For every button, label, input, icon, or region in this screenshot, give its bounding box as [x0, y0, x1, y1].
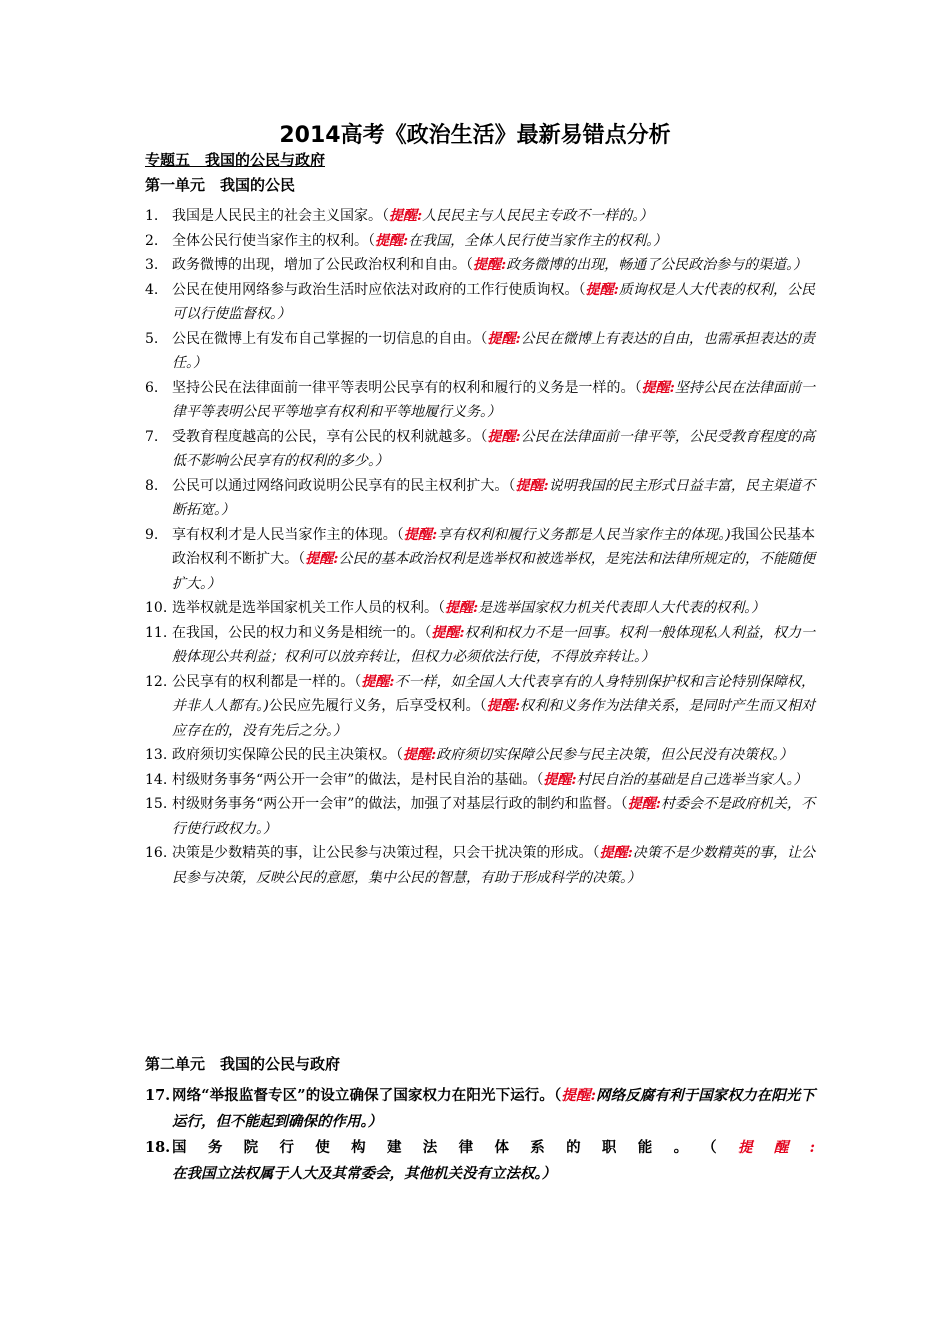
reminder-text: 质询权是人大代表的权利，公民可以行使监督权。） — [172, 281, 816, 322]
reminder-label: 提醒: — [361, 673, 395, 690]
item-number: 14. — [145, 771, 168, 788]
reminder-label: 提醒: — [389, 208, 423, 224]
list-item — [145, 596, 815, 621]
item-number: 15. — [145, 796, 168, 812]
reminder-text: 在我国立法权属于人大及其常委会，其他机关没有立法权。） — [172, 1165, 557, 1182]
reminder-label: 提醒: — [403, 747, 437, 763]
list-item — [145, 474, 815, 523]
statement-text: 我国公民基本政治权利不断扩大。（ — [172, 526, 816, 567]
reminder-text: 村委会不是政府机关，不行使行政权力。） — [172, 796, 816, 837]
unit1-heading: 第一单元 我国的公民 — [145, 176, 296, 194]
statement-text: 坚持公民在法律面前一律平等表明公民享有的权利和履行的义务是一样的。（ — [172, 379, 642, 396]
reminder-label: 提醒: — [445, 600, 479, 616]
item-number: 5. — [145, 330, 159, 347]
unit2-item-list — [145, 1083, 815, 1187]
item-number: 11. — [145, 624, 168, 641]
statement-text: 国务院行使构建法律体系的职能。（ — [172, 1139, 738, 1156]
reminder-text: 决策不是少数精英的事，让公民参与决策，反映公民的意愿，集中公民的智慧，有助于形成科学的决策。） — [172, 845, 816, 886]
reminder-label: 提醒: — [403, 526, 438, 543]
reminder-text: 说明我国的民主形式日益丰富，民主渠道不断拓宽。） — [172, 477, 816, 518]
reminder-label: 提醒: — [487, 330, 521, 347]
reminder-label: 提醒: — [738, 1139, 816, 1156]
reminder-label: 提醒: — [585, 281, 619, 298]
list-item — [145, 768, 815, 793]
item-number: 3. — [145, 257, 159, 273]
reminder-text: 坚持公民在法律面前一律平等表明公民平等地享有权利和平等地履行义务。） — [172, 379, 816, 420]
reminder-text: 是选举国家权力机关代表即人大代表的权利。） — [478, 600, 766, 616]
statement-text: 公民应先履行义务，后享受权利。（ — [268, 698, 487, 714]
reminder-text: 村民自治的基础是自己选举当家人。） — [576, 771, 808, 788]
unit2-heading: 第二单元 我国的公民与政府 — [145, 1055, 341, 1073]
reminder-text: 公民在法律面前一律平等，公民受教育程度的高低不影响公民享有的权利的多少。） — [172, 428, 816, 469]
reminder-label: 提醒: — [305, 551, 339, 567]
statement-text: 受教育程度越高的公民，享有公民的权利就越多。（ — [172, 428, 488, 445]
item-number: 9. — [145, 526, 159, 543]
list-item — [145, 229, 815, 254]
item-number: 13. — [145, 747, 168, 763]
reminder-label: 提醒: — [599, 845, 633, 861]
reminder-text: 公民的基本政治权利是选举权和被选举权，是宪法和法律所规定的，不能随便扩大。） — [172, 551, 816, 592]
statement-text: 村级财务事务“两公开一会审”的做法，是村民自治的基础。（ — [172, 771, 544, 788]
list-item — [145, 327, 815, 376]
item-number: 1. — [145, 208, 159, 224]
unit1-item-list — [145, 204, 815, 890]
item-number: 18. — [145, 1139, 171, 1156]
reminder-label: 提醒: — [641, 379, 675, 396]
reminder-label: 提醒: — [375, 232, 409, 249]
item-number: 4. — [145, 281, 159, 298]
statement-text: 我国是人民民主的社会主义国家。（ — [172, 208, 389, 224]
statement-text: 网络“举报监督专区”的设立确保了国家权力在阳光下运行。（ — [172, 1087, 562, 1104]
reminder-label: 提醒: — [486, 698, 520, 714]
reminder-label: 提醒: — [473, 257, 507, 273]
item-number: 17. — [145, 1087, 171, 1104]
statement-text: 公民可以通过网络问政说明公民享有的民主权利扩大。（ — [172, 477, 516, 494]
statement-text: 决策是少数精英的事，让公民参与决策过程，只会干扰决策的形成。（ — [172, 845, 600, 861]
topic-heading: 专题五 我国的公民与政府 — [145, 151, 326, 169]
list-item — [145, 1083, 815, 1135]
item-number: 7. — [145, 428, 159, 445]
reminder-text: 人民民主与人民民主专政不一样的。） — [422, 208, 654, 224]
reminder-text: 不一样，如全国人大代表享有的人身特别保护权和言论特别保障权，并非人人都有。) — [172, 673, 816, 714]
list-item — [145, 278, 815, 327]
list-item — [145, 841, 815, 890]
document-title: 2014高考《政治生活》最新易错点分析 — [279, 123, 671, 148]
statement-text: 全体公民行使当家作主的权利。（ — [172, 232, 375, 249]
reminder-label: 提醒: — [515, 477, 549, 494]
reminder-text: 权利和义务作为法律关系，是同时产生而又相对应存在的，没有先后之分。） — [172, 698, 816, 739]
statement-text: 选举权就是选举国家机关工作人员的权利。（ — [172, 600, 445, 616]
statement-text: 公民在微博上有发布自己掌握的一切信息的自由。（ — [172, 330, 488, 347]
reminder-text: 享有权利和履行义务都是人民当家作主的体现。) — [437, 526, 731, 543]
list-item — [145, 425, 815, 474]
item-number: 16. — [145, 845, 168, 861]
reminder-label: 提醒: — [487, 428, 521, 445]
reminder-text: 政府须切实保障公民参与民主决策，但公民没有决策权。） — [436, 747, 794, 763]
reminder-text: 政务微博的出现，畅通了公民政治参与的渠道。） — [506, 257, 808, 273]
list-item — [145, 670, 815, 744]
statement-text: 公民享有的权利都是一样的。（ — [172, 673, 362, 690]
reminder-text: 在我国，全体人民行使当家作主的权利。） — [408, 232, 668, 249]
list-item — [145, 253, 815, 278]
reminder-text: 网络反腐有利于国家权力在阳光下运行，但不能起到确保的作用。） — [172, 1087, 815, 1130]
list-item — [145, 621, 815, 670]
item-number: 8. — [145, 477, 159, 494]
list-item — [145, 204, 815, 229]
list-item — [145, 1135, 815, 1187]
statement-text: 公民在使用网络参与政治生活时应依法对政府的工作行使质询权。（ — [172, 281, 586, 298]
statement-text: 享有权利才是人民当家作主的体现。（ — [172, 526, 404, 543]
reminder-label: 提醒: — [627, 796, 661, 812]
reminder-text: 公民在微博上有表达的自由，也需承担表达的责任。） — [172, 330, 816, 371]
list-item — [145, 792, 815, 841]
reminder-label: 提醒: — [543, 771, 577, 788]
item-number: 6. — [145, 379, 159, 396]
reminder-label: 提醒: — [431, 624, 465, 641]
statement-text: 村级财务事务“两公开一会审”的做法，加强了对基层行政的制约和监督。（ — [172, 796, 628, 812]
list-item — [145, 376, 815, 425]
statement-text: 政务微博的出现，增加了公民政治权利和自由。（ — [172, 257, 473, 273]
item-number: 10. — [145, 600, 168, 616]
reminder-text: 权利和权力不是一回事。权利一般体现私人利益，权力一般体现公共利益；权利可以放弃转让，但权力必须依法行使，不得放弃转让。） — [172, 624, 816, 665]
statement-text: 政府须切实保障公民的民主决策权。（ — [172, 747, 403, 763]
list-item — [145, 523, 815, 597]
item-number: 2. — [145, 232, 159, 249]
reminder-label: 提醒: — [561, 1087, 596, 1104]
item-number: 12. — [145, 673, 168, 690]
list-item — [145, 743, 815, 768]
statement-text: 在我国，公民的权力和义务是相统一的。（ — [172, 624, 432, 641]
